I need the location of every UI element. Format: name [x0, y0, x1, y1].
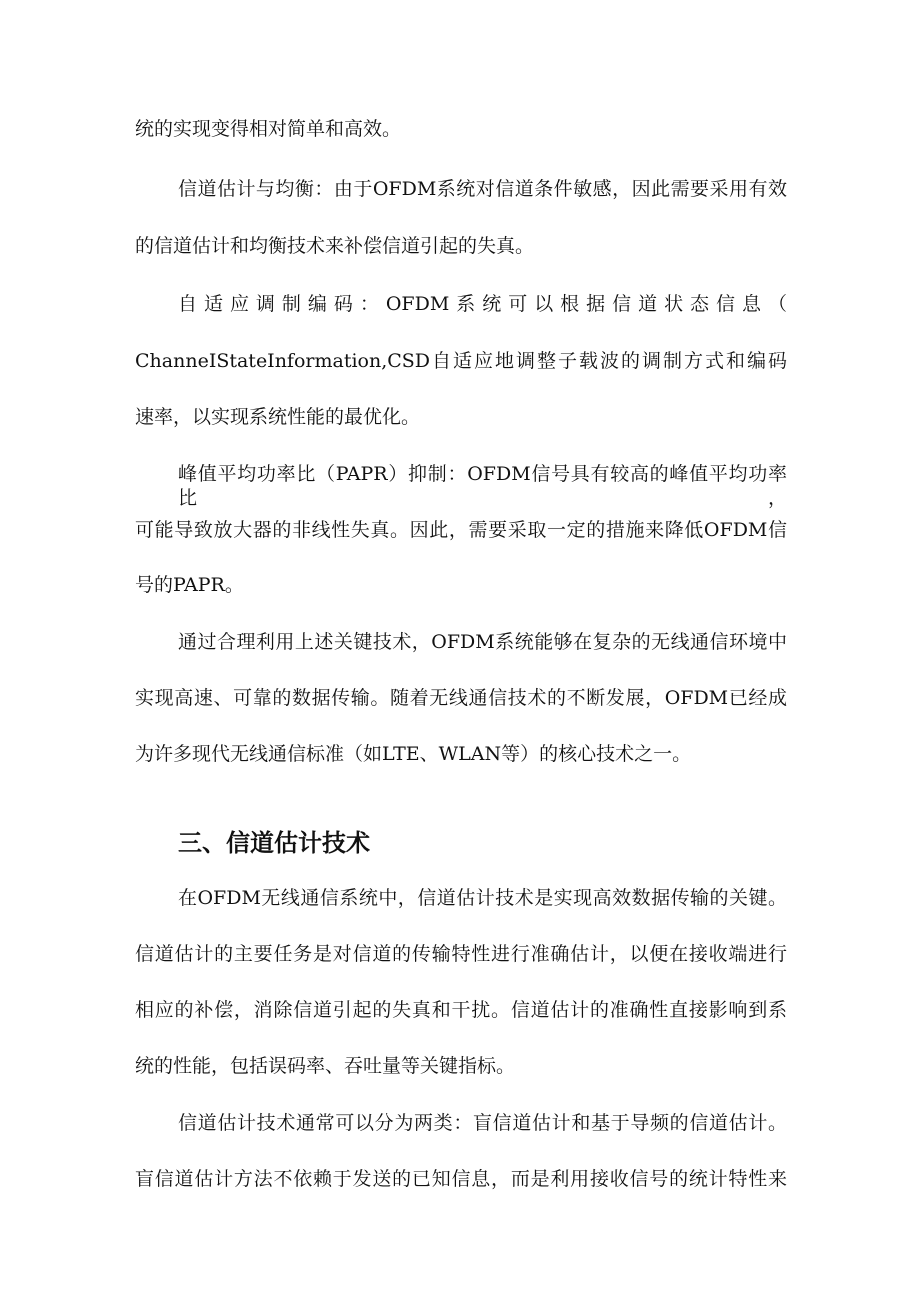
text-line: 统的实现变得相对简单和高效。: [135, 118, 402, 140]
text-line: 可能导致放大器的非线性失真。因此，需要采取一定的措施来降低OFDM信: [135, 519, 787, 541]
text-line: 峰值平均功率比（PAPR）抑制：OFDM信号具有较高的峰值平均功率比，: [178, 463, 787, 509]
text-line: 号的PAPR。: [135, 574, 244, 596]
text-line: 在OFDM无线通信系统中，信道估计技术是实现高效数据传输的关键。: [178, 887, 787, 909]
text-line: 信道估计技术通常可以分为两类：盲信道估计和基于导频的信道估计。: [178, 1112, 787, 1134]
text-line: 统的性能，包括误码率、吞吐量等关键指标。: [135, 1055, 516, 1077]
text-line: 信道估计的主要任务是对信道的传输特性进行准确估计，以便在接收端进行: [135, 943, 787, 965]
section-heading: 三、信道估计技术: [178, 828, 370, 857]
text-line: 实现高速、可靠的数据传输。随着无线通信技术的不断发展，OFDM已经成: [135, 687, 787, 709]
text-line: 的信道估计和均衡技术来补偿信道引起的失真。: [135, 235, 535, 257]
text-line: 信道估计与均衡：由于OFDM系统对信道条件敏感，因此需要采用有效: [178, 178, 787, 200]
text-line: ChanneIStateInformation,CSD自适应地调整子载波的调制方式和编码: [135, 350, 787, 372]
text-line: 通过合理利用上述关键技术，OFDM系统能够在复杂的无线通信环境中: [178, 631, 787, 653]
text-line: 相应的补偿，消除信道引起的失真和干扰。信道估计的准确性直接影响到系: [135, 999, 787, 1021]
text-line: 速率，以实现系统性能的最优化。: [135, 406, 421, 428]
text-line: 为许多现代无线通信标准（如LTE、WLAN等）的核心技术之一。: [135, 743, 692, 765]
text-line: 盲信道估计方法不依赖于发送的已知信息，而是利用接收信号的统计特性来: [135, 1168, 787, 1190]
text-line: 自适应调制编码：OFDM系统可以根据信道状态信息（: [178, 293, 787, 315]
